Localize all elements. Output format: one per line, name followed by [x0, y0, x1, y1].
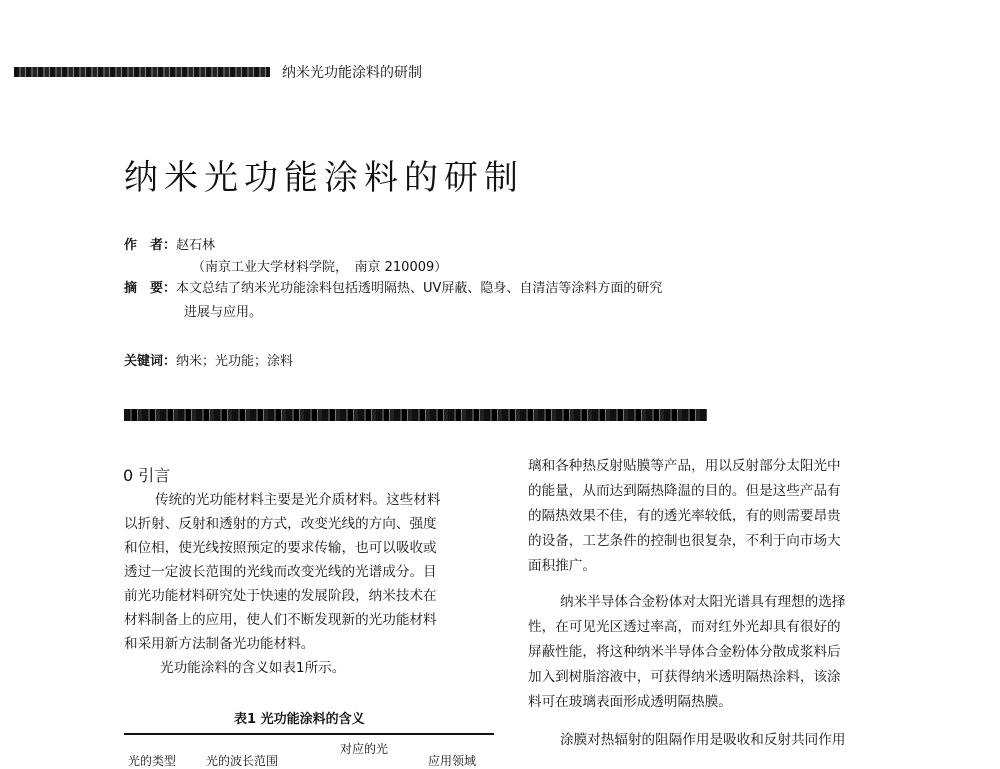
header-decor-bar	[14, 67, 270, 77]
body-line: 屏蔽性能，将这种纳米半导体合金粉体分散成浆料后	[528, 644, 841, 660]
author-line	[124, 234, 215, 253]
body-line: 前光功能材料研究处于快速的发展阶段，纳米技术在	[124, 588, 437, 604]
body-line: 透过一定波长范围的光线而改变光线的光谱成分。目	[124, 564, 437, 580]
table-header-cell: 应用领域	[428, 754, 477, 768]
body-line: 以折射、反射和透射的方式，改变光线的方向、强度	[124, 516, 437, 532]
body-line: 传统的光功能材料主要是光介质材料。这些材料	[155, 492, 441, 508]
abstract-text-2: 进展与应用。	[184, 305, 263, 320]
article-title: 纳米光功能涂料的研制	[124, 158, 524, 198]
abstract-text-1: 本文总结了纳米光功能涂料包括透明隔热、UV屏蔽、隐身、自清洁等涂料方面的研究	[176, 281, 663, 296]
body-line: 涂膜对热辐射的阻隔作用是吸收和反射共同作用	[560, 732, 846, 748]
table-header-cell: 光的波长范围	[206, 754, 279, 768]
author-label: 作 者：	[124, 238, 177, 253]
body-line: 的隔热效果不佳，有的透光率较低，有的则需要昂贵	[528, 508, 841, 524]
author-affiliation: （南京工业大学材料学院， 南京 210009）	[192, 260, 448, 275]
table-top-rule	[124, 733, 494, 735]
abstract-line-1	[124, 277, 662, 296]
keywords-text: 纳米；光功能；涂料	[176, 354, 294, 369]
running-header: 纳米光功能涂料的研制	[282, 65, 422, 81]
section-divider	[124, 409, 707, 421]
body-line: 面积推广。	[528, 558, 596, 574]
keywords-line	[124, 350, 293, 369]
body-line: 的设备，工艺条件的控制也很复杂，不利于向市场大	[528, 533, 841, 549]
table-header-cell: 光的类型	[128, 754, 177, 768]
body-line: 材料制备上的应用，使人们不断发现新的光功能材料	[124, 612, 437, 628]
table-caption: 表1 光功能涂料的含义	[234, 712, 365, 727]
body-line: 和采用新方法制备光功能材料。	[124, 636, 315, 652]
body-line: 的能量，从而达到隔热降温的目的。但是这些产品有	[528, 483, 841, 499]
table-header-cell: 对应的光	[340, 742, 389, 756]
body-line: 和位相，使光线按照预定的要求传输，也可以吸收或	[124, 540, 437, 556]
abstract-label: 摘 要：	[124, 281, 177, 296]
body-line: 璃和各种热反射贴膜等产品，用以反射部分太阳光中	[528, 458, 841, 474]
author-name: 赵石林	[176, 238, 216, 253]
body-line: 光功能涂料的含义如表1所示。	[160, 660, 346, 676]
body-line: 加入到树脂溶液中，可获得纳米透明隔热涂料，该涂	[528, 669, 841, 685]
keywords-label: 关键词：	[124, 354, 177, 369]
body-line: 性，在可见光区透过率高，而对红外光却具有很好的	[528, 619, 841, 635]
section-heading: 0 引言	[123, 466, 171, 485]
body-line: 纳米半导体合金粉体对太阳光谱具有理想的选择	[560, 594, 846, 610]
body-line: 料可在玻璃表面形成透明隔热膜。	[528, 694, 732, 710]
